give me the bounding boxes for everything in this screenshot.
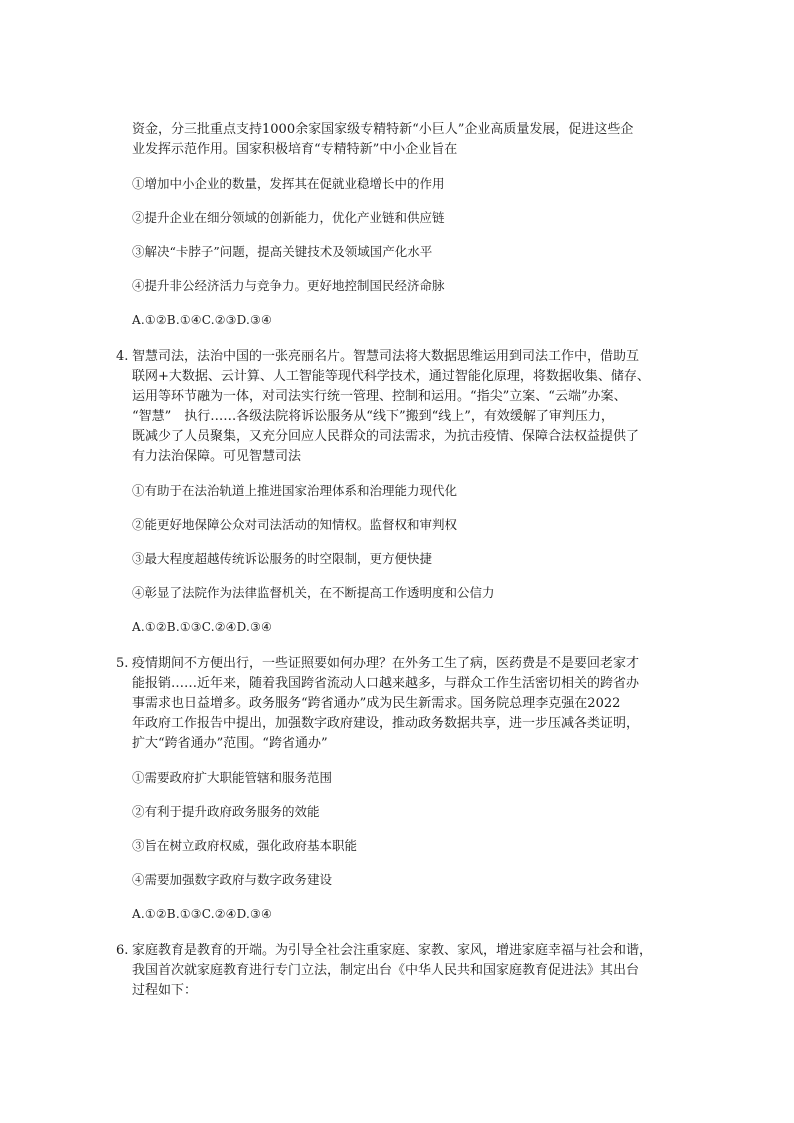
question-4-line: 智慧司法，法治中国的一张亮丽名片。智慧司法将大数据思维运用到司法工作中，借助互 bbox=[132, 349, 640, 364]
question-5-line: 事需求也日益增多。政务服务“跨省通办”成为民生新需求。国务院总理李克强在2022 bbox=[132, 696, 621, 711]
question-3-option-2: ②提升企业在细分领域的创新能力，优化产业链和供应链 bbox=[132, 210, 445, 225]
question-5 bbox=[116, 654, 664, 754]
question-4-line: 既减少了人员聚集，又充分回应人民群众的司法需求，为抗击疫情、保障合法权益提供了 bbox=[132, 429, 640, 444]
question-4-number: 4. bbox=[116, 349, 129, 364]
question-5-line: 扩大“跨省通办”范围。“跨省通办” bbox=[132, 736, 328, 751]
question-3-option-3: ③解决“卡脖子”问题，提高关键技术及领域国产化水平 bbox=[132, 244, 433, 259]
question-5-line: 年政府工作报告中提出，加强数字政府建设，推动政务数据共享，进一步压减各类证明， bbox=[132, 716, 640, 731]
question-3-option-1: ①增加中小企业的数量，发挥其在促就业稳增长中的作用 bbox=[132, 176, 445, 191]
question-4-option-3: ③最大程度超越传统诉讼服务的时空限制，更方便快捷 bbox=[132, 551, 433, 566]
question-3-line: 业发挥示范作用。国家积极培育“专精特新”中小企业旨在 bbox=[132, 142, 458, 157]
question-4-option-2: ②能更好地保障公众对司法活动的知情权。监督权和审判权 bbox=[132, 517, 458, 532]
question-4-choices: A.①②B.①③C.②④D.③④ bbox=[132, 620, 272, 634]
question-6 bbox=[116, 941, 664, 1001]
question-5-option-3: ③旨在树立政府权威，强化政府基本职能 bbox=[132, 838, 358, 853]
question-5-choices: A.①②B.①③C.②④D.③④ bbox=[132, 907, 272, 921]
question-6-number: 6. bbox=[116, 943, 129, 958]
question-5-option-4: ④需要加强数字政府与数字政务建设 bbox=[132, 872, 333, 887]
question-4 bbox=[116, 347, 664, 467]
question-6-line: 过程如下： bbox=[132, 983, 198, 998]
question-4-option-1: ①有助于在法治轨道上推进国家治理体系和治理能力现代化 bbox=[132, 483, 458, 498]
question-3-choices: A.①②B.①④C.②③D.③④ bbox=[132, 313, 272, 327]
document-page bbox=[116, 120, 664, 1001]
question-3-option-4: ④提升非公经济活力与竞争力。更好地控制国民经济命脉 bbox=[132, 278, 445, 293]
question-5-option-2: ②有利于提升政府政务服务的效能 bbox=[132, 804, 320, 819]
question-4-line: “智慧” 执行……各级法院将诉讼服务从“线下”搬到“线上”，有效缓解了审判压力， bbox=[132, 409, 614, 424]
question-5-line: 能报销……近年来，随着我国跨省流动人口越来越多，与群众工作生活密切相关的跨省办 bbox=[132, 676, 640, 691]
question-5-line: 疫情期间不方便出行，一些证照要如何办理？在外务工生了病，医药费是不是要回老家才 bbox=[132, 656, 640, 671]
question-4-line: 联网+大数据、云计算、人工智能等现代科学技术，通过智能化原理，将数据收集、储存、 bbox=[132, 369, 650, 384]
question-6-line: 家庭教育是教育的开端。为引导全社会注重家庭、家教、家风，增进家庭幸福与社会和谐， bbox=[132, 943, 653, 958]
question-4-line: 运用等环节融为一体，对司法实行统一管理、控制和运用。“指尖”立案、“云端”办案、 bbox=[132, 389, 627, 404]
question-4-option-4: ④彰显了法院作为法律监督机关，在不断提高工作透明度和公信力 bbox=[132, 585, 495, 600]
question-6-line: 我国首次就家庭教育进行专门立法，制定出台《中华人民共和国家庭教育促进法》其出台 bbox=[132, 963, 640, 978]
question-3-line: 资金，分三批重点支持1000余家国家级专精特新“小巨人”企业高质量发展，促进这些企 bbox=[132, 122, 634, 137]
question-5-option-1: ①需要政府扩大职能管辖和服务范围 bbox=[132, 770, 333, 785]
question-5-number: 5. bbox=[116, 656, 129, 671]
question-3-tail bbox=[132, 120, 664, 330]
question-4-line: 有力法治保障。可见智慧司法 bbox=[132, 449, 302, 464]
